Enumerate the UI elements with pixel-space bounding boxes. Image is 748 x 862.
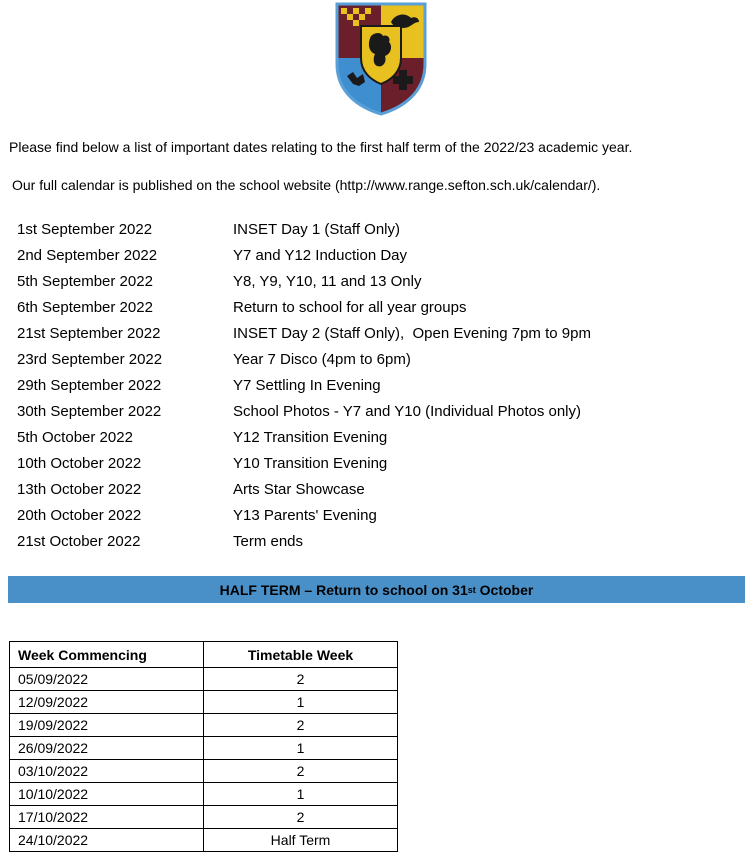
timetable-week-cell: 1 <box>204 783 398 806</box>
table-row <box>10 829 398 852</box>
header-timetable-week: Timetable Week <box>204 642 398 668</box>
week-commencing-cell: 10/10/2022 <box>10 783 204 806</box>
table-row <box>10 668 398 691</box>
date: 13th October 2022 <box>17 480 142 498</box>
timetable-week-table <box>9 641 398 852</box>
table-row <box>10 760 398 783</box>
week-commencing-cell: 26/09/2022 <box>10 737 204 760</box>
date-row <box>17 476 737 502</box>
week-commencing-cell: 05/09/2022 <box>10 668 204 691</box>
table-row <box>10 714 398 737</box>
week-commencing-cell: 12/09/2022 <box>10 691 204 714</box>
week-commencing-cell: 19/09/2022 <box>10 714 204 737</box>
timetable-week-cell: Half Term <box>204 829 398 852</box>
timetable-week-cell: 2 <box>204 714 398 737</box>
table-row <box>10 806 398 829</box>
table-row <box>10 737 398 760</box>
calendar-note: Our full calendar is published on the school website (http://www.range.sefton.sch.uk/calendar/). <box>12 177 601 193</box>
date-row <box>17 528 737 554</box>
date-row <box>17 242 737 268</box>
intro-text: Please find below a list of important dates relating to the first half term of the 2022/23 academic year. <box>9 139 633 155</box>
banner-superscript: st <box>467 584 476 595</box>
date-row <box>17 398 737 424</box>
date: 21st September 2022 <box>17 324 161 342</box>
event: Y10 Transition Evening <box>233 454 388 472</box>
date-row <box>17 294 737 320</box>
event: Y12 Transition Evening <box>233 428 388 446</box>
event: Return to school for all year groups <box>233 298 467 316</box>
date: 1st September 2022 <box>17 220 153 238</box>
date-row <box>17 216 737 242</box>
timetable-week-cell: 1 <box>204 737 398 760</box>
date-row <box>17 320 737 346</box>
table-header-row <box>10 642 398 668</box>
date: 5th October 2022 <box>17 428 133 446</box>
important-dates-list <box>17 216 737 554</box>
date-row <box>17 424 737 450</box>
event: Term ends <box>233 532 304 550</box>
date: 2nd September 2022 <box>17 246 158 264</box>
date-row <box>17 450 737 476</box>
event: School Photos - Y7 and Y10 (Individual Photos only) <box>233 402 582 420</box>
date-row <box>17 268 737 294</box>
week-commencing-cell: 24/10/2022 <box>10 829 204 852</box>
event: Y7 and Y12 Induction Day <box>233 246 408 264</box>
timetable-week-cell: 2 <box>204 668 398 691</box>
date: 10th October 2022 <box>17 454 142 472</box>
date: 6th September 2022 <box>17 298 153 316</box>
event: INSET Day 2 (Staff Only), Open Evening 7pm to 9pm <box>233 324 591 342</box>
date-row <box>17 346 737 372</box>
timetable-week-cell: 1 <box>204 691 398 714</box>
date-row <box>17 372 737 398</box>
date: 5th September 2022 <box>17 272 153 290</box>
week-commencing-cell: 17/10/2022 <box>10 806 204 829</box>
timetable-week-cell: 2 <box>204 806 398 829</box>
banner-text: HALF TERM – Return to school on 31 <box>219 581 468 598</box>
date: 20th October 2022 <box>17 506 142 524</box>
date: 29th September 2022 <box>17 376 162 394</box>
date-row <box>17 502 737 528</box>
banner-suffix: October <box>475 581 534 598</box>
table-row <box>10 783 398 806</box>
date: 23rd September 2022 <box>17 350 163 368</box>
event: Year 7 Disco (4pm to 6pm) <box>233 350 411 368</box>
half-term-banner <box>8 576 745 603</box>
event: Y7 Settling In Evening <box>233 376 381 394</box>
date: 30th September 2022 <box>17 402 162 420</box>
school-crest-logo <box>333 2 429 116</box>
date: 21st October 2022 <box>17 532 141 550</box>
event: INSET Day 1 (Staff Only) <box>233 220 400 238</box>
header-week-commencing: Week Commencing <box>10 642 204 668</box>
table-row <box>10 691 398 714</box>
event: Y8, Y9, Y10, 11 and 13 Only <box>233 272 422 290</box>
event: Y13 Parents' Evening <box>233 506 377 524</box>
event: Arts Star Showcase <box>233 480 365 498</box>
timetable-week-cell: 2 <box>204 760 398 783</box>
week-commencing-cell: 03/10/2022 <box>10 760 204 783</box>
